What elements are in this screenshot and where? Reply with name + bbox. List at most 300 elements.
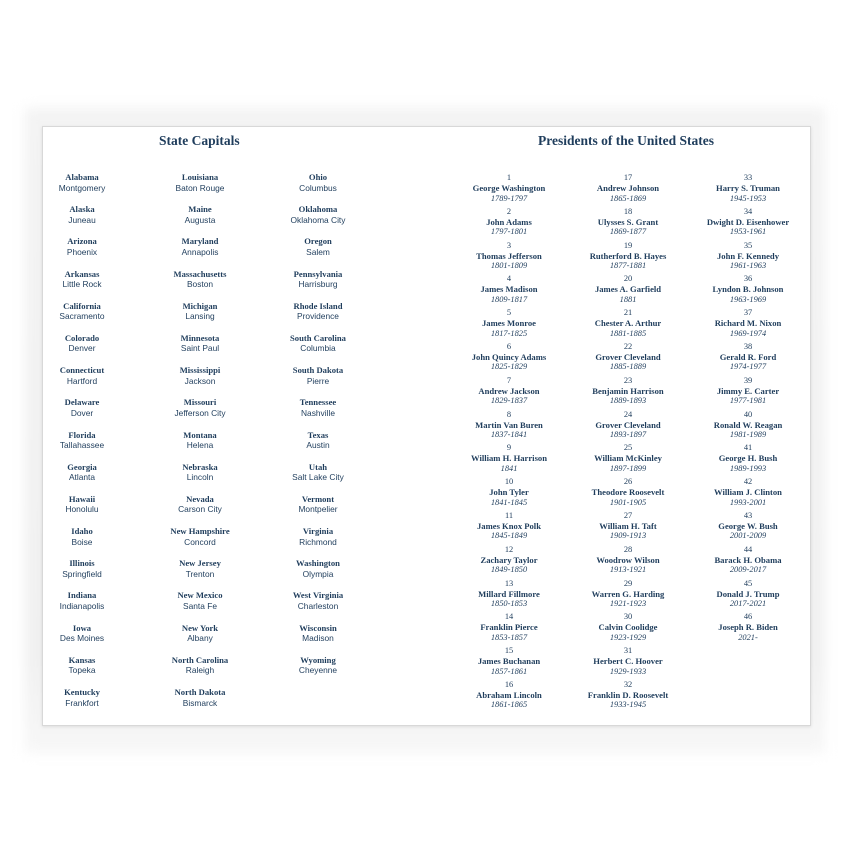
president-name: John F. Kennedy [716,250,779,261]
capital-entry [278,558,358,590]
president-number: 5 [506,308,512,318]
president-number: 40 [743,409,753,419]
president-name: Dwight D. Eisenhower [706,216,790,227]
capital-city: Nashville [301,407,335,418]
state-name: Iowa [72,622,92,633]
president-term: 1981-1989 [729,430,767,440]
president-term: 1865-1869 [609,193,647,203]
capitals-column-1 [43,172,121,719]
president-term: 1913-1921 [609,565,647,575]
president-entry [697,579,799,613]
president-number: 21 [623,308,633,318]
capital-entry [43,301,121,333]
state-name: New Jersey [179,558,221,569]
president-number: 34 [743,206,753,216]
president-term: 1817-1825 [490,328,528,338]
president-term: 1901-1905 [609,497,647,507]
president-name: William J. Clinton [714,487,782,498]
capital-city: Lansing [185,311,215,322]
capital-city: Montgomery [58,182,106,193]
president-term: 1923-1929 [609,632,647,642]
president-entry [573,410,683,444]
capital-entry [278,301,358,333]
president-term: 1797-1801 [490,227,528,237]
president-term: 1953-1961 [729,227,767,237]
capital-city: Cheyenne [298,665,338,676]
state-name: Idaho [71,526,93,537]
president-number: 10 [504,477,514,487]
capital-entry [43,204,121,236]
president-number: 36 [743,274,753,284]
capital-city: Atlanta [68,472,96,483]
president-entry [461,545,557,579]
president-number: 28 [623,544,633,554]
state-name: California [63,300,101,311]
state-name: West Virginia [292,590,344,601]
capital-city: Phoenix [66,246,98,257]
state-name: Missouri [183,397,217,408]
capital-entry [43,558,121,590]
president-term: 1829-1837 [490,396,528,406]
president-entry [697,207,799,241]
state-name: Arkansas [64,268,100,279]
president-term: 1969-1974 [729,328,767,338]
president-entry [573,308,683,342]
state-name: Texas [307,429,329,440]
president-entry [697,342,799,376]
state-name: Nebraska [182,461,218,472]
capital-city: Lincoln [186,472,214,483]
capital-city: Sacramento [59,311,105,322]
president-entry [697,410,799,444]
state-name: Alaska [69,204,95,215]
state-name: New Mexico [177,590,223,601]
president-name: Andrew Jackson [478,385,540,396]
capital-entry [278,462,358,494]
president-entry [461,342,557,376]
state-name: Wyoming [300,654,336,665]
state-name: Kentucky [64,687,100,697]
president-number: 17 [623,173,633,182]
state-name: Delaware [64,397,100,408]
capital-entry [278,494,358,526]
capital-entry [159,430,241,462]
capital-city: Des Moines [59,633,105,644]
capital-city: Salt Lake City [292,472,344,483]
president-name: Ronald W. Reagan [713,419,783,430]
president-number: 46 [743,612,753,622]
capital-city: Frankfort [65,697,99,708]
capital-entry [159,204,241,236]
president-number: 9 [506,443,512,453]
president-term: 1929-1933 [609,666,647,676]
capital-entry [278,590,358,622]
capital-city: Olympia [302,568,334,579]
president-entry [573,646,683,680]
state-name: Mississippi [179,365,221,376]
president-name: Franklin Pierce [480,622,538,633]
president-entry [461,477,557,511]
capitals-column-3 [278,172,358,687]
president-name: Chester A. Arthur [594,318,662,329]
capital-city: Tallahassee [59,440,105,450]
state-name: South Carolina [290,332,346,343]
capital-entry [278,430,358,462]
president-name: Calvin Coolidge [598,622,658,633]
capital-entry [159,655,241,687]
state-name: North Dakota [174,687,226,697]
president-term: 1861-1865 [490,700,528,710]
capital-entry [43,430,121,462]
capital-city: Hartford [66,375,98,386]
state-name: New Hampshire [170,526,230,537]
president-entry [461,173,557,207]
state-name: Indiana [67,590,97,601]
capital-entry [278,236,358,268]
president-number: 42 [743,477,753,487]
capital-entry [159,236,241,268]
capital-entry [159,526,241,558]
president-number: 6 [506,341,512,351]
capital-city: Annapolis [181,246,219,257]
president-number: 27 [623,510,633,520]
president-entry [697,376,799,410]
capital-entry [43,172,121,204]
president-number: 3 [506,240,512,250]
president-number: 12 [504,544,514,554]
state-name: Maryland [181,236,219,247]
president-name: Harry S. Truman [716,183,780,193]
president-term: 1909-1913 [609,531,647,541]
president-name: Joseph R. Biden [718,622,778,633]
president-name: Zachary Taylor [480,554,538,565]
president-term: 1850-1853 [490,599,528,609]
president-entry [697,308,799,342]
president-name: John Quincy Adams [471,351,547,362]
state-name: North Carolina [171,654,229,665]
president-number: 26 [623,477,633,487]
president-entry [461,308,557,342]
capital-entry [278,365,358,397]
capital-city: Topeka [68,665,96,676]
capital-entry [278,204,358,236]
capital-city: Baton Rouge [175,182,225,193]
president-name: Jimmy E. Carter [716,385,780,396]
president-entry [573,477,683,511]
president-name: George H. Bush [718,453,778,464]
capital-city: Jackson [184,375,216,386]
capital-city: Richmond [299,536,337,547]
president-entry [461,410,557,444]
president-entry [461,680,557,714]
capital-entry [159,494,241,526]
reference-card [42,126,811,726]
president-entry [573,612,683,646]
capital-entry [159,462,241,494]
president-number: 29 [623,578,633,588]
capital-city: Madison [302,633,334,644]
president-term: 1877-1881 [609,261,647,271]
president-entry [573,579,683,613]
president-term: 1853-1857 [490,632,528,642]
capital-city: Harrisburg [298,279,338,290]
president-number: 8 [506,409,512,419]
president-term: 1897-1899 [609,463,647,473]
president-entry [573,680,683,714]
state-name: Arizona [67,236,97,247]
state-name: Montana [183,429,217,440]
president-number: 25 [623,443,633,453]
president-term: 1841 [500,463,518,473]
capital-city: Little Rock [62,279,102,290]
capital-city: Austin [306,440,330,450]
president-number: 38 [743,341,753,351]
president-entry [461,376,557,410]
president-name: William H. Harrison [471,453,547,464]
president-term: 1961-1963 [729,261,767,271]
president-term: 1869-1877 [609,227,647,237]
president-name: Rutherford B. Hayes [589,250,667,261]
capital-city: Saint Paul [180,343,220,354]
president-number: 15 [504,646,514,656]
capital-city: Honolulu [65,504,99,515]
capital-entry [43,269,121,301]
president-term: 1849-1850 [490,565,528,575]
state-name: Hawaii [68,493,96,504]
capital-city: Trenton [185,568,215,579]
president-number: 37 [743,308,753,318]
presidents-column-2 [573,173,683,714]
president-term: 1889-1893 [609,396,647,406]
capital-city: Columbus [299,182,337,193]
president-entry [697,545,799,579]
president-name: William McKinley [594,453,662,464]
president-entry [461,443,557,477]
president-name: Ulysses S. Grant [597,216,659,227]
capital-city: Jefferson City [174,407,226,418]
president-name: Woodrow Wilson [596,554,660,565]
state-name: Minnesota [180,332,220,343]
president-number: 39 [743,375,753,385]
president-entry [573,511,683,545]
president-term: 1993-2001 [729,497,767,507]
president-term: 1977-1981 [729,396,767,406]
capital-entry [43,526,121,558]
president-name: Barack H. Obama [714,554,782,565]
president-number: 4 [506,274,512,284]
state-name: Georgia [67,461,97,472]
president-entry [573,443,683,477]
president-number: 33 [743,173,753,182]
state-name: Maine [188,204,212,215]
president-name: Herbert C. Hoover [593,656,663,667]
state-name: Pennsylvania [293,268,343,279]
capital-entry [43,333,121,365]
capital-entry [159,365,241,397]
capital-city: Pierre [306,375,330,386]
president-name: Grover Cleveland [595,419,661,430]
president-name: Warren G. Harding [591,588,665,599]
capital-entry [159,269,241,301]
state-name: Alabama [65,172,99,182]
state-name: Vermont [301,493,335,504]
state-name: Kansas [68,654,96,665]
capital-city: Columbia [300,343,336,354]
capital-entry [43,590,121,622]
capital-entry [159,623,241,655]
state-name: Ohio [308,172,328,182]
presidents-title: Presidents of the United States [538,133,714,148]
capital-entry [159,558,241,590]
state-name: Colorado [64,332,100,343]
state-name: Oregon [304,236,332,247]
president-number: 24 [623,409,633,419]
president-name: James A. Garfield [594,284,662,295]
capital-city: Charleston [297,600,339,611]
president-number: 19 [623,240,633,250]
president-name: Abraham Lincoln [476,689,542,700]
capital-entry [43,365,121,397]
president-term: 2017-2021 [729,599,767,609]
president-term: 1841-1845 [490,497,528,507]
state-name: Wisconsin [299,622,337,633]
president-entry [461,274,557,308]
president-name: George W. Bush [718,520,778,531]
president-name: Lyndon B. Johnson [712,284,784,295]
capital-entry [159,333,241,365]
capital-city: Concord [184,536,216,547]
capital-entry [278,623,358,655]
capital-entry [43,494,121,526]
state-name: Illinois [69,558,95,569]
president-term: 1974-1977 [729,362,767,372]
president-number: 22 [623,341,633,351]
president-term: 1921-1923 [609,599,647,609]
president-number: 41 [743,443,753,453]
president-name: Millard Fillmore [478,588,540,599]
president-entry [461,612,557,646]
capital-city: Santa Fe [183,600,217,611]
capital-city: Raleigh [185,665,215,676]
capital-entry [278,269,358,301]
state-name: Louisiana [181,172,219,182]
president-term: 1801-1809 [490,261,528,271]
president-number: 18 [623,206,633,216]
president-number: 13 [504,578,514,588]
president-term: 1809-1817 [490,294,528,304]
president-term: 1845-1849 [490,531,528,541]
capital-city: Denver [68,343,96,354]
state-name: Michigan [182,300,218,311]
president-entry [461,646,557,680]
capital-entry [159,590,241,622]
president-name: Franklin D. Roosevelt [587,689,669,700]
capital-entry [159,172,241,204]
state-name: Massachusetts [173,268,227,279]
president-entry [697,274,799,308]
capital-city: Bismarck [182,697,218,708]
president-entry [461,579,557,613]
president-number: 45 [743,578,753,588]
capital-entry [159,301,241,333]
capital-city: Augusta [184,214,216,225]
capital-city: Albany [187,633,213,644]
president-term: 1881 [619,294,637,304]
state-name: Tennessee [299,397,337,408]
state-name: Utah [308,461,328,472]
president-number: 32 [623,679,633,689]
president-entry [697,511,799,545]
president-entry [573,376,683,410]
president-entry [697,612,799,646]
president-name: Gerald R. Ford [719,351,777,362]
state-name: Virginia [302,526,334,537]
capital-city: Dover [70,407,94,418]
president-term: 1789-1797 [490,193,528,203]
president-entry [573,342,683,376]
capital-city: Springfield [62,568,102,579]
president-name: William H. Taft [599,520,657,531]
state-name: Florida [68,429,96,440]
president-entry [697,173,799,207]
president-name: George Washington [472,183,546,193]
capital-entry [159,397,241,429]
president-term: 2021- [738,632,758,642]
capital-city: Providence [297,311,339,322]
president-number: 44 [743,544,753,554]
capital-entry [43,687,121,719]
president-number: 11 [504,510,514,520]
president-entry [573,241,683,275]
capital-entry [278,397,358,429]
president-entry [573,173,683,207]
capital-entry [43,236,121,268]
president-term: 1837-1841 [490,430,528,440]
president-entry [461,241,557,275]
president-term: 1885-1889 [609,362,647,372]
capital-entry [43,623,121,655]
president-number: 20 [623,274,633,284]
president-term: 1963-1969 [729,294,767,304]
state-name: Nevada [186,493,214,504]
president-number: 7 [506,375,512,385]
president-number: 16 [504,679,514,689]
president-term: 2001-2009 [729,531,767,541]
president-entry [461,207,557,241]
state-name: Washington [296,558,340,569]
state-name: New York [181,622,219,633]
capital-city: Carson City [178,504,222,515]
president-number: 35 [743,240,753,250]
president-name: Richard M. Nixon [714,318,782,329]
president-entry [573,274,683,308]
president-number: 23 [623,375,633,385]
capital-entry [278,333,358,365]
president-term: 1893-1897 [609,430,647,440]
president-name: Martin Van Buren [475,419,543,430]
president-name: James Madison [480,284,538,295]
president-name: Grover Cleveland [595,351,661,362]
capital-entry [43,397,121,429]
capitals-column-2 [159,172,241,719]
president-name: John Tyler [489,487,529,498]
president-term: 2009-2017 [729,565,767,575]
capital-entry [159,687,241,719]
president-name: Thomas Jefferson [476,250,542,261]
president-name: Theodore Roosevelt [591,487,665,498]
president-name: John Adams [486,216,532,227]
capital-entry [43,462,121,494]
